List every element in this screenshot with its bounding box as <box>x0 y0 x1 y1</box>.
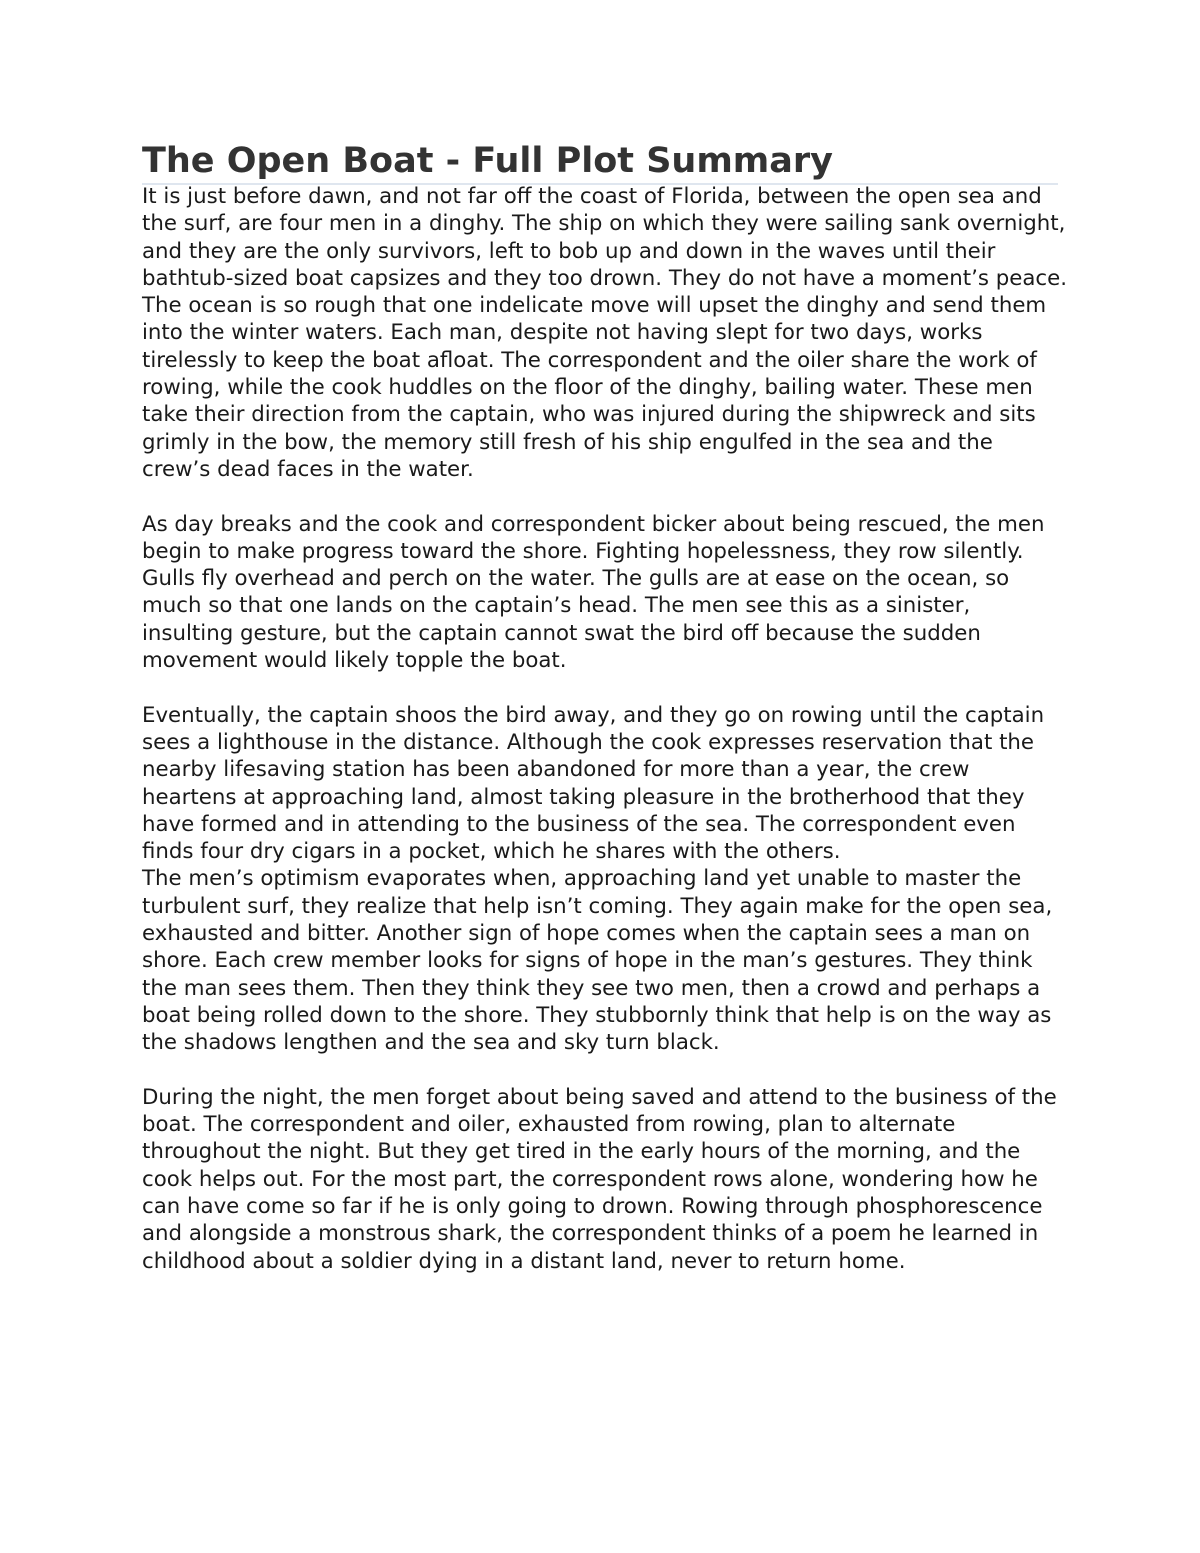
paragraph-3: Eventually, the captain shoos the bird away, and they go on rowing until the captain sees a lighthouse in the distance. Although the cook expresses reservation that the nearby lifesaving station has been abandoned for more than a year, the crew heartens at approaching land, almost taking pleasure in the brotherhood that they have formed and in attending to the business of the sea. The correspondent even finds four dry cigars in a pocket, which he shares with the others. <box>142 702 1045 865</box>
paragraph-spacer <box>142 483 1067 510</box>
document-body <box>142 183 1067 1275</box>
paragraph-4: The men’s optimism evaporates when, approaching land yet unable to master the turbulent surf, they realize that help isn’t coming. They again make for the open sea, exhausted and bitter. Another sign of hope comes when the captain sees a man on shore. Each crew member looks for signs of hope in the man’s gestures. They think the man sees them. Then they think they see two men, then a crowd and perhaps a boat being rolled down to the shore. They stubbornly think that help is on the way as the shadows lengthen and the sea and sky turn black. <box>142 866 1053 1056</box>
paragraph-spacer <box>142 1057 1067 1084</box>
paragraph-spacer <box>142 674 1067 701</box>
document-title: The Open Boat - Full Plot Summary <box>142 141 833 181</box>
paragraph-2: As day breaks and the cook and correspondent bicker about being rescued, the men begin to make progress toward the shore. Fighting hopelessness, they row silently. Gulls fly overhead and perch on the water. The gulls are at ease on the ocean, so much so that one lands on the captain’s head. The men see this as a sinister, insulting gesture, but the captain cannot swat the bird off because the sudden movement would likely topple the boat. <box>142 511 1045 674</box>
paragraph-1: It is just before dawn, and not far off the coast of Florida, between the open sea and the surf, are four men in a dinghy. The ship on which they were sailing sank overnight, and they are the only survivors, left to bob up and down in the waves until their bathtub-sized boat capsizes and they too drown. They do not have a moment’s peace. The ocean is so rough that one indelicate move will upset the dinghy and send them into the winter waters. Each man, despite not having slept for two days, works tirelessly to keep the boat afloat. The correspondent and the oiler share the work of rowing, while the cook huddles on the floor of the dinghy, bailing water. These men take their direction from the captain, who was injured during the shipwreck and sits grimly in the bow, the memory still fresh of his ship engulfed in the sea and the crew’s dead faces in the water. <box>142 184 1067 482</box>
paragraph-5: During the night, the men forget about being saved and attend to the business of the boat. The correspondent and oiler, exhausted from rowing, plan to alternate throughout the night. But they get tired in the early hours of the morning, and the cook helps out. For the most part, the correspondent rows alone, wondering how he can have come so far if he is only going to drown. Rowing through phosphorescence and alongside a monstrous shark, the correspondent thinks of a poem he learned in childhood about a soldier dying in a distant land, never to return home. <box>142 1084 1057 1274</box>
